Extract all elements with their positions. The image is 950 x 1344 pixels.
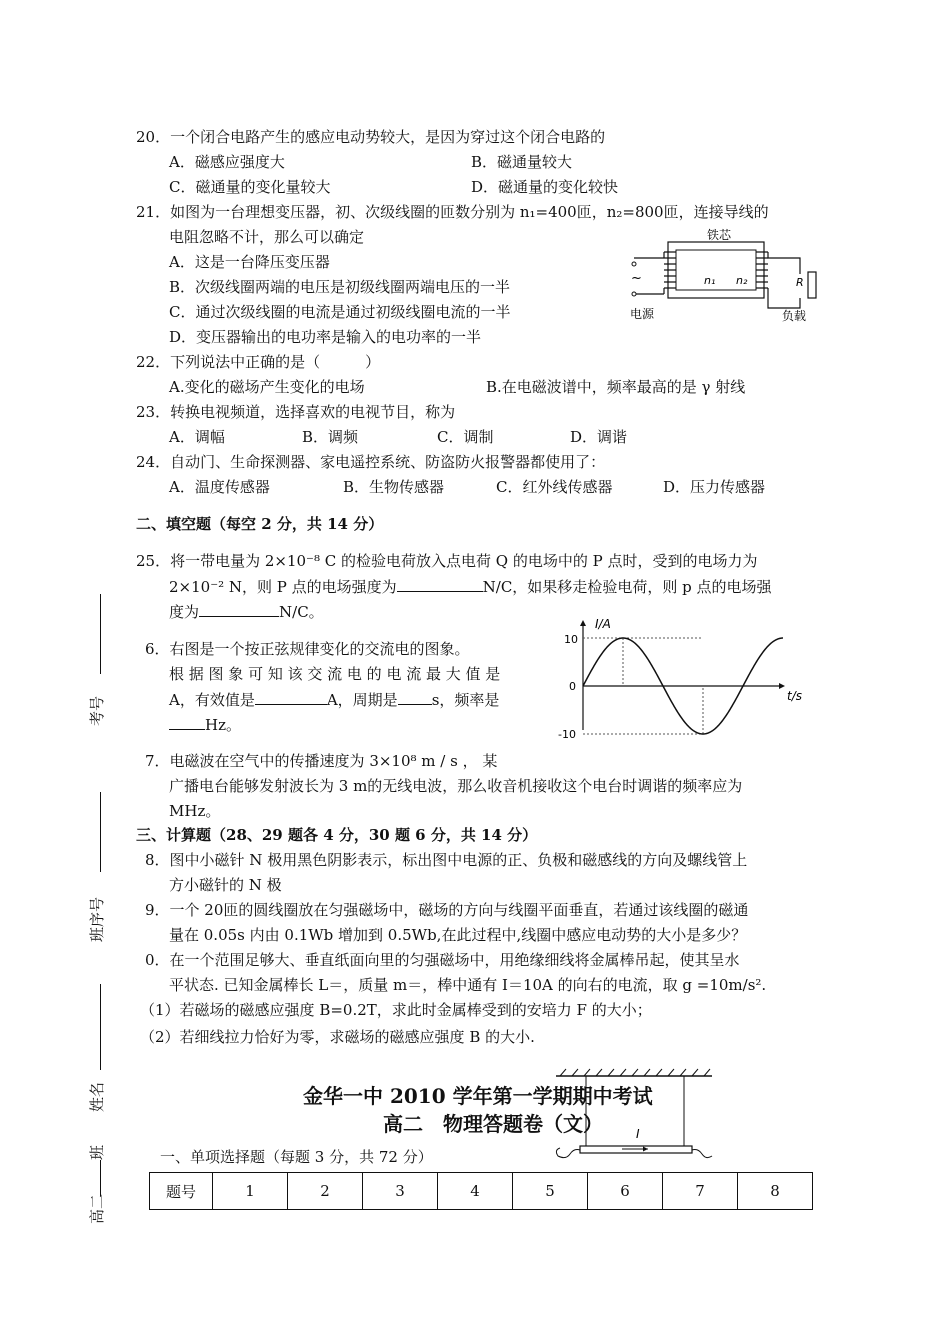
answer-sheet-title: 金华一中 2010 学年第一学期期中考试 xyxy=(303,1084,653,1108)
q26-line1: 6．右图是一个按正弦规律变化的交流电的图象。 xyxy=(145,640,470,658)
q23-stem: 23．转换电视频道，选择喜欢的电视节目，称为 xyxy=(136,403,456,421)
x-axis-arrow xyxy=(779,683,785,689)
q23-option-d: D．调谐 xyxy=(570,428,628,446)
q26-text-c: s，频率是 xyxy=(431,691,500,709)
transformer-diagram xyxy=(624,228,820,326)
q26-answer-blank-frequency[interactable] xyxy=(169,715,205,730)
answer-grid-col-8: 8 xyxy=(738,1173,813,1210)
answer-grid-col-3: 3 xyxy=(363,1173,438,1210)
load-resistor xyxy=(808,272,816,298)
n2-label: n₂ xyxy=(736,274,748,287)
source-label: 电源 xyxy=(630,307,655,321)
q20-option-c: C．磁通量的变化量较大 xyxy=(169,178,331,196)
answer-sheet-subtitle: 高二 物理答题卷（文） xyxy=(383,1112,603,1136)
q28-line1: 8．图中小磁针 N 极用黑色阴影表示，标出图中电源的正、负极和磁感线的方向及螺线管上 xyxy=(145,851,748,869)
q20-option-a: A．磁感应强度大 xyxy=(169,153,285,171)
q20-option-d: D．磁通量的变化较快 xyxy=(471,178,619,196)
q24-option-a: A．温度传感器 xyxy=(169,478,270,496)
q26-text-d: Hz。 xyxy=(205,716,241,734)
q26-answer-blank-period[interactable] xyxy=(398,690,432,705)
q23-option-a: A．调幅 xyxy=(169,428,225,446)
q29-line2: 量在 0.05s 内由 0.1Wb 增加到 0.5Wb,在此过程中,线圈中感应电动势的大小是多少？ xyxy=(169,926,747,944)
current-label: I xyxy=(636,1127,640,1141)
answer-grid xyxy=(149,1172,813,1210)
q26-text-a: A，有效值是 xyxy=(169,691,255,709)
section2-heading: 二、填空题（每空 2 分，共 14 分） xyxy=(136,515,384,533)
q23-option-c: C．调制 xyxy=(437,428,494,446)
q24-option-b: B．生物传感器 xyxy=(343,478,445,496)
exam-number-line[interactable] xyxy=(100,594,101,674)
class-line[interactable] xyxy=(100,1160,101,1196)
answer-grid-col-1: 1 xyxy=(213,1173,288,1210)
q21-option-d: D．变压器输出的电功率是输入的电功率的一半 xyxy=(169,328,482,346)
q26-line3 xyxy=(169,690,499,709)
y-axis-label: I/A xyxy=(595,617,611,631)
q24-option-c: C．红外线传感器 xyxy=(496,478,613,496)
q24-stem: 24．自动门、生命探测器、家电遥控系统、防盗防火报警器都使用了： xyxy=(136,453,606,471)
q25-answer-blank-1[interactable] xyxy=(397,577,483,592)
q22-option-a: A.变化的磁场产生变化的电场 xyxy=(169,378,365,396)
q21-option-a: A．这是一台降压变压器 xyxy=(169,253,330,271)
class-label: 班 xyxy=(88,1144,106,1160)
q21-option-b: B．次级线圈两端的电压是初级线圈两端电压的一半 xyxy=(169,278,511,296)
y-tick-label-max: 10 xyxy=(564,633,578,646)
q21-option-c: C．通过次级线圈的电流是通过初级线圈电流的一半 xyxy=(169,303,511,321)
x-axis-label: t/s xyxy=(787,689,802,703)
answer-grid-col-2: 2 xyxy=(288,1173,363,1210)
q26-text-b: A，周期是 xyxy=(326,691,398,709)
q25-line2 xyxy=(169,577,771,596)
q21-stem-line2: 电阻忽略不计，那么可以确定 xyxy=(169,228,365,246)
q20-option-b: B．磁通量较大 xyxy=(471,153,573,171)
q22-option-b: B.在电磁波谱中，频率最高的是 γ 射线 xyxy=(486,378,746,396)
q22-stem: 22．下列说法中正确的是（ ） xyxy=(136,353,381,371)
iron-core-label: 铁芯 xyxy=(706,228,732,242)
q25-line1: 25．将一带电量为 2×10⁻⁸ C 的检验电荷放入点电荷 Q 的电场中的 P 点时，受到的电场力为 xyxy=(136,552,758,570)
q25-line2-text-a: 2×10⁻² N，则 P 点的电场强度为 xyxy=(169,578,397,596)
q25-answer-blank-2[interactable] xyxy=(199,602,279,617)
q30-line1: 0．在一个范围足够大、垂直纸面向里的匀强磁场中，用绝缘细线将金属棒吊起，使其呈水 xyxy=(145,951,740,969)
q25-line3-text-b: N/C。 xyxy=(279,603,324,621)
q27-line3: MHz。 xyxy=(169,802,221,820)
answer-grid-col-4: 4 xyxy=(438,1173,513,1210)
n1-label: n₁ xyxy=(704,274,716,287)
answer-grid-header-label: 题号 xyxy=(150,1173,213,1210)
answer-grid-col-5: 5 xyxy=(513,1173,588,1210)
q25-line3 xyxy=(169,602,324,621)
q30-line2: 平状态. 已知金属棒长 L＝，质量 m＝，棒中通有 I＝10A 的向右的电流，取 g =10m/s². xyxy=(169,976,767,994)
q25-line2-text-b: N/C，如果移走检验电荷，则 p 点的电场强 xyxy=(482,578,772,596)
y-tick-label-min: -10 xyxy=(558,728,576,741)
q30-part2: （2）若细线拉力恰好为零，求磁场的磁感应强度 B 的大小. xyxy=(140,1028,535,1046)
seat-number-line[interactable] xyxy=(100,792,101,872)
q30-part1: （1）若磁场的磁感应强度 B=0.2T，求此时金属棒受到的安培力 F 的大小； xyxy=(140,1001,652,1019)
grade-label: 高二 xyxy=(88,1193,106,1224)
answer-grid-header-row xyxy=(150,1173,813,1210)
y-tick-label-zero: 0 xyxy=(569,680,576,693)
q25-line3-text-a: 度为 xyxy=(169,603,200,621)
answer-grid-col-7: 7 xyxy=(663,1173,738,1210)
q27-line1: 7．电磁波在空气中的传播速度为 3×10⁸ m / s ， 某 xyxy=(145,752,498,770)
ac-current-chart xyxy=(555,612,810,746)
q23-option-b: B．调频 xyxy=(302,428,359,446)
exam-number-label: 考号 xyxy=(88,695,106,726)
q27-line2: 广播电台能够发射波长为 3 m的无线电波，那么收音机接收这个电台时调谐的频率应为 xyxy=(169,777,743,795)
section3-heading: 三、计算题（28、29 题各 4 分，30 题 6 分，共 14 分） xyxy=(136,826,538,844)
ac-source-symbol: ~ xyxy=(631,271,642,286)
q28-line2: 方小磁针的 N 极 xyxy=(169,876,282,894)
q26-answer-blank-effective[interactable] xyxy=(255,690,327,705)
q21-stem-line1: 21．如图为一台理想变压器，初、次级线圈的匝数分别为 n₁=400匝，n₂=800匝，连接导线的 xyxy=(136,203,769,221)
answer-grid-col-6: 6 xyxy=(588,1173,663,1210)
load-label: 负载 xyxy=(782,309,807,323)
seat-number-label: 班序号 xyxy=(88,896,106,942)
q24-option-d: D．压力传感器 xyxy=(663,478,766,496)
q26-line4 xyxy=(169,715,241,734)
name-line[interactable] xyxy=(100,984,101,1070)
name-label: 姓名 xyxy=(88,1081,106,1112)
q20-stem: 20．一个闭合电路产生的感应电动势较大，是因为穿过这个闭合电路的 xyxy=(136,128,606,146)
q26-line2: 根 据 图 象 可 知 该 交 流 电 的 电 流 最 大 值 是 xyxy=(169,665,501,683)
resistor-label: R xyxy=(796,276,804,289)
y-axis-arrow xyxy=(580,620,586,626)
q29-line1: 9．一个 20匝的圆线圈放在匀强磁场中，磁场的方向与线圈平面垂直，若通过该线圈的磁通 xyxy=(145,901,749,919)
answer-section1-heading: 一、单项选择题（每题 3 分，共 72 分） xyxy=(160,1148,433,1166)
